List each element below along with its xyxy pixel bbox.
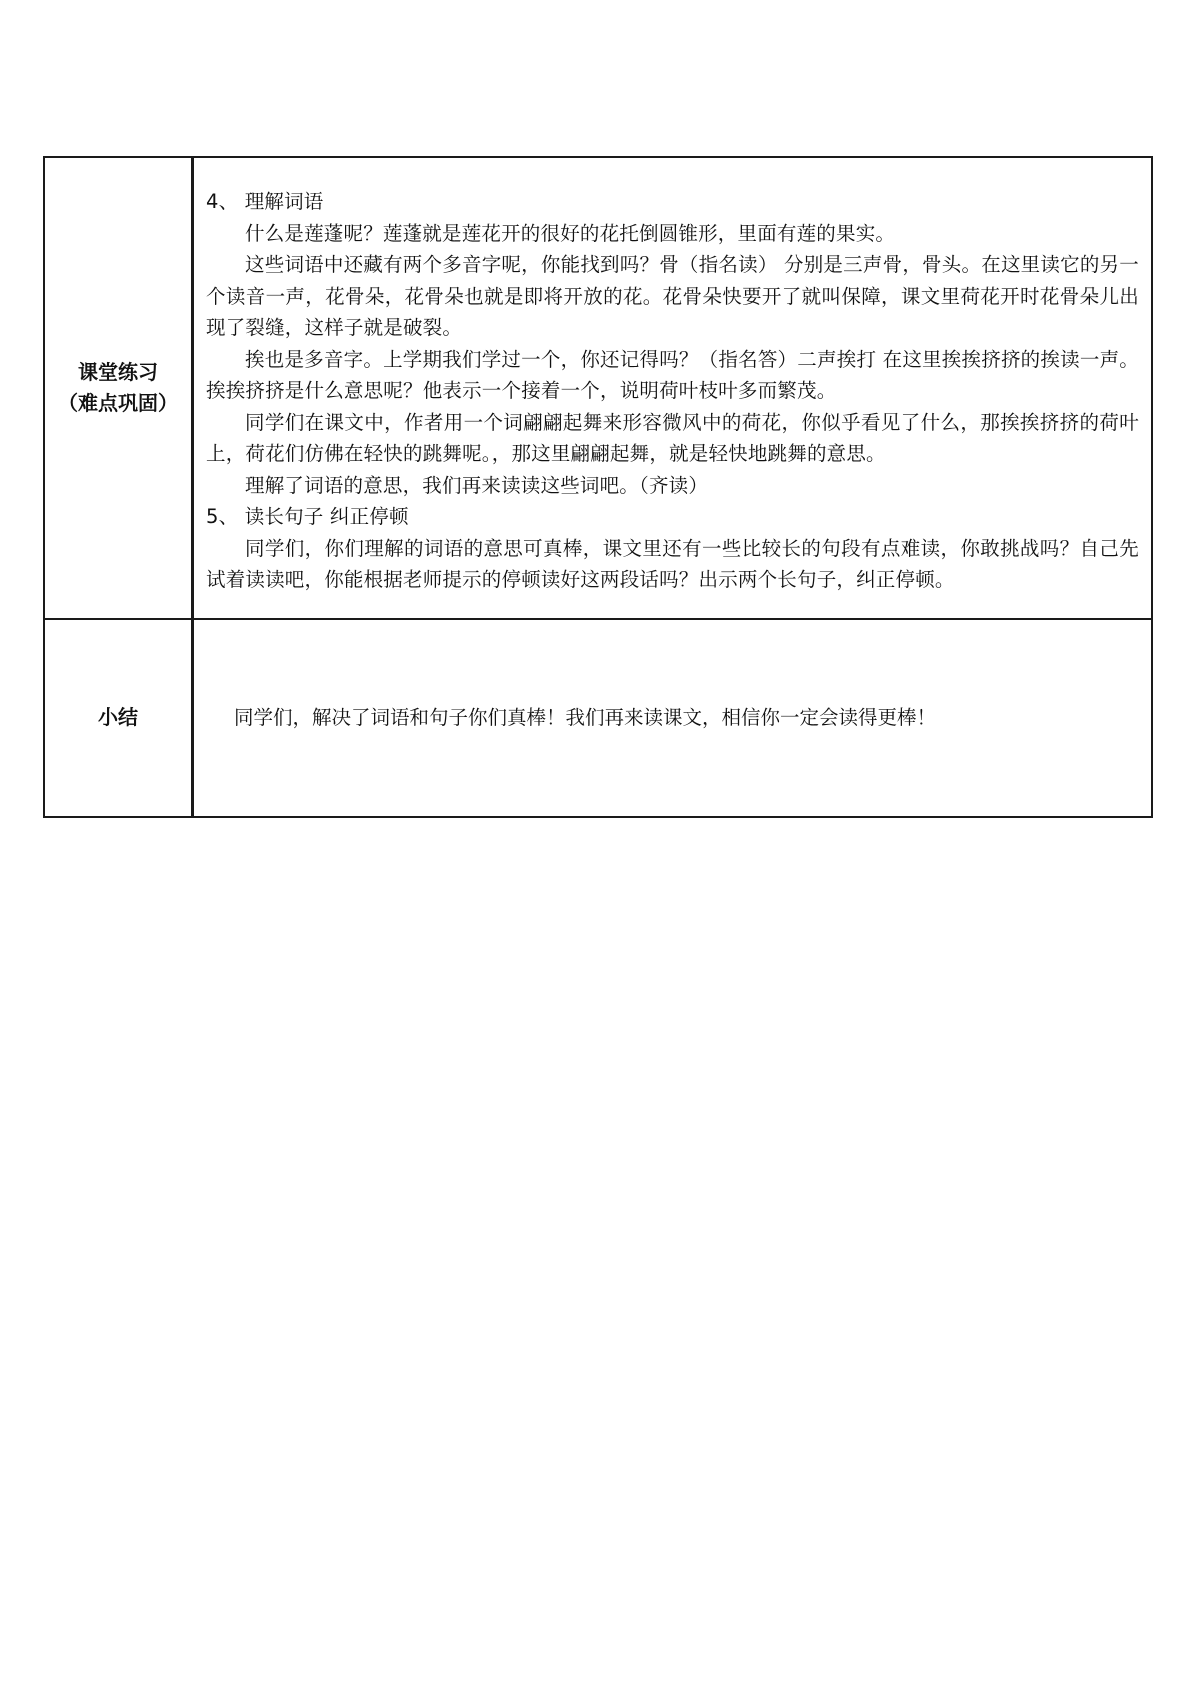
summary-content-cell xyxy=(193,619,1153,817)
practice-label-cell xyxy=(44,157,193,619)
practice-label: 课堂练习 xyxy=(78,359,158,384)
paragraph: 什么是莲蓬呢？莲蓬就是莲花开的很好的花托倒圆锥形，里面有莲的果实。 xyxy=(245,221,896,245)
summary-text: 同学们，解决了词语和句子你们真棒！我们再来读课文，相信你一定会读得更棒！ xyxy=(234,706,937,729)
paragraph: 同学们在课文中，作者用一个词翩翩起舞来形容微风中的荷花，你似乎看见了什么，那挨挨挤挤的荷叶上，荷花们仿佛在轻快的跳舞呢。，那这里翩翩起舞，就是轻快地跳舞的意思。 xyxy=(206,410,1139,465)
summary-label-cell xyxy=(44,619,193,817)
lesson-plan-table xyxy=(43,156,1153,818)
practice-row xyxy=(44,157,1152,619)
paragraph: 同学们，你们理解的词语的意思可真棒，课文里还有一些比较长的句段有点难读，你敢挑战吗？自己先试着读读吧，你能根据老师提示的停顿读好这两段话吗？出示两个长句子，纠正停顿。 xyxy=(206,536,1139,591)
summary-label: 小结 xyxy=(98,705,138,729)
paragraph: 这些词语中还藏有两个多音字呢，你能找到吗？骨（指名读） 分别是三声骨，骨头。在这里读它的另一个读音一声，花骨朵，花骨朵也就是即将开放的花。花骨朵快要开了就叫保障，课文里荷花开时花骨朵儿出现了裂缝，这样子就是破裂。 xyxy=(206,253,1139,339)
summary-row xyxy=(44,619,1152,817)
practice-content-cell xyxy=(193,157,1153,619)
paragraph: 理解了词语的意思，我们再来读读这些词吧。（齐读） xyxy=(245,473,709,497)
practice-sublabel: （难点巩固） xyxy=(58,390,178,415)
paragraph: 挨也是多音字。上学期我们学过一个，你还记得吗？（指名答）二声挨打 在这里挨挨挤挤的挨读一声。挨挨挤挤是什么意思呢？他表示一个接着一个，说明荷叶枝叶多而繁茂。 xyxy=(206,347,1139,402)
section-heading-understand-words: 4、 理解词语 xyxy=(206,190,324,213)
section-heading-long-sentences: 5、 读长句子 纠正停顿 xyxy=(206,505,409,528)
